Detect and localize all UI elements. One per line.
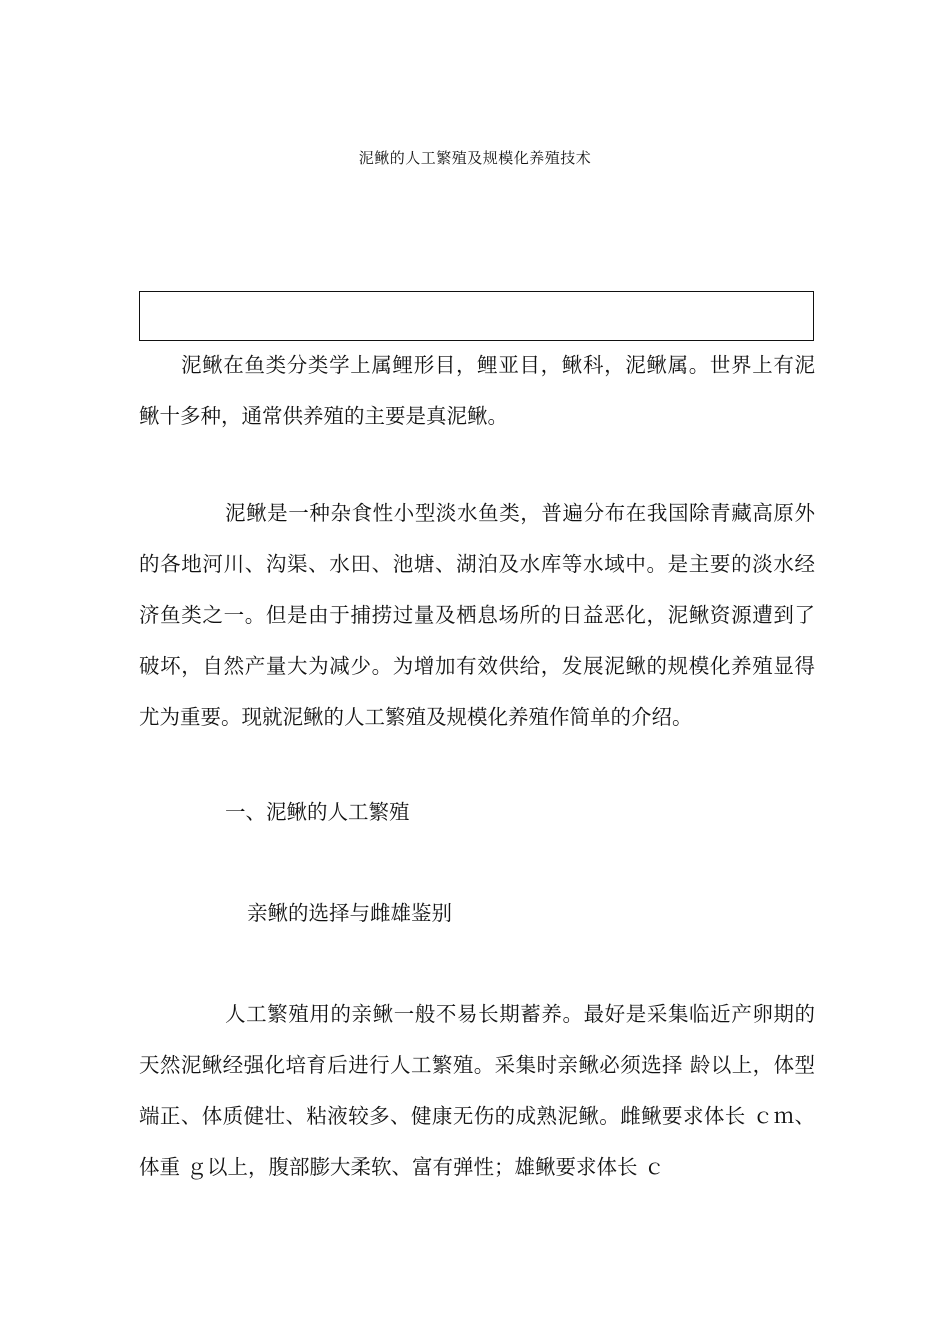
empty-text-box — [139, 291, 814, 341]
document-title: 泥鳅的人工繁殖及规模化养殖技术 — [358, 149, 592, 167]
body-paragraph: 人工繁殖用的亲鳅一般不易长期蓄养。最好是采集临近产卵期的天然泥鳅经强化培育后进行人工繁殖。采集时亲鳅必须选择 龄以上，体型端正、体质健壮、粘液较多、健康无伤的成熟泥鳅。雌鳅要求体长 ｃｍ、体重 ｇ以上，腹部膨大柔软、富有弹性；雄鳅要求体长 ｃ — [139, 1002, 815, 1179]
section-heading: 一、泥鳅的人工繁殖 — [225, 800, 410, 824]
intro-paragraph: 泥鳅在鱼类分类学上属鲤形目，鲤亚目，鳅科，泥鳅属。世界上有泥鳅十多种，通常供养殖的主要是真泥鳅。 — [139, 353, 815, 428]
overview-paragraph: 泥鳅是一种杂食性小型淡水鱼类，普遍分布在我国除青藏高原外的各地河川、沟渠、水田、池塘、湖泊及水库等水域中。是主要的淡水经济鱼类之一。但是由于捕捞过量及栖息场所的日益恶化，泥鳅资源遭到了破坏，自然产量大为减少。为增加有效供给，发展泥鳅的规模化养殖显得尤为重要。现就泥鳅的人工繁殖及规模化养殖作简单的介绍。 — [139, 501, 815, 729]
subsection-heading: 亲鳅的选择与雌雄鉴别 — [247, 901, 452, 925]
